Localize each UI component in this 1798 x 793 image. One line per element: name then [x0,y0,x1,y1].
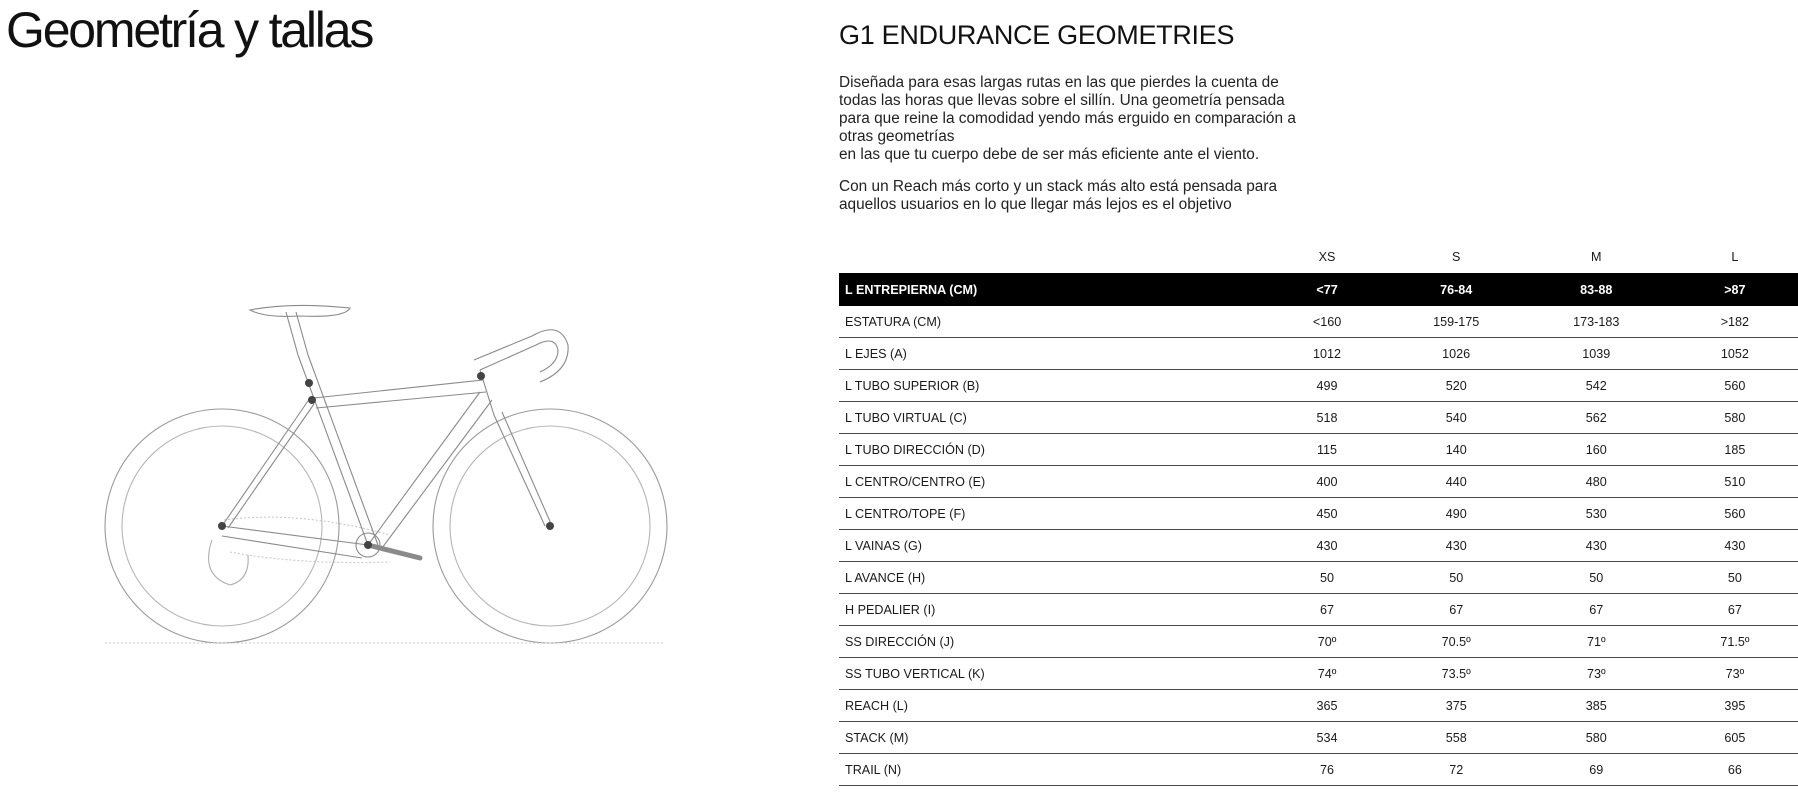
table-row [839,498,1798,530]
row-value: 520 [1445,378,1467,393]
row-value: 140 [1445,442,1467,457]
table-row [839,273,1798,306]
description-line: Diseñada para esas largas rutas en las que pierdes la cuenta de [839,74,1279,91]
row-value: 480 [1585,474,1607,489]
row-value: 50 [1727,570,1742,585]
table-row [839,690,1798,722]
row-value: 72 [1449,762,1464,777]
table-row [839,658,1798,690]
description-line: Con un Reach más corto y un stack más alto está pensada para [839,178,1278,195]
size-header: L [1731,249,1739,264]
size-header: XS [1318,249,1336,264]
size-header-empty [839,240,1262,273]
row-value: 76 [1320,762,1335,777]
row-value: 450 [1316,506,1338,521]
row-value: 510 [1724,474,1746,489]
table-row [839,338,1798,370]
row-value: 50 [1449,570,1464,585]
row-value: 542 [1585,378,1607,393]
row-value: 71.5º [1720,634,1750,649]
row-value: 71º [1586,634,1606,649]
row-value: 560 [1724,506,1746,521]
row-label: L AVANCE (H) [845,570,926,585]
row-label: REACH (L) [845,698,908,713]
row-value: 490 [1445,506,1467,521]
row-value: 385 [1585,698,1607,713]
row-label: L ENTREPIERNA (CM) [845,282,978,297]
geometry-table-body [839,273,1798,786]
row-value: 518 [1316,410,1338,425]
row-value: 400 [1316,474,1338,489]
row-label: L TUBO VIRTUAL (C) [845,410,967,425]
row-value: 50 [1589,570,1604,585]
row-label: SS TUBO VERTICAL (K) [845,666,985,681]
row-value: 580 [1585,730,1607,745]
row-label: STACK (M) [845,730,909,745]
table-row [839,370,1798,402]
row-value: 66 [1727,762,1742,777]
row-value: <77 [1316,282,1338,297]
row-value: >87 [1724,282,1746,297]
row-value: 430 [1445,538,1467,553]
row-value: 375 [1445,698,1467,713]
row-value: 73º [1725,666,1745,681]
row-label: L TUBO SUPERIOR (B) [845,378,980,393]
row-value: 83-88 [1580,282,1613,297]
size-header: M [1591,249,1602,264]
row-value: 69 [1589,762,1604,777]
size-header: S [1451,249,1461,264]
row-value: 70º [1317,634,1337,649]
row-value: 560 [1724,378,1746,393]
row-value: 530 [1585,506,1607,521]
table-row [839,594,1798,626]
row-value: 365 [1316,698,1338,713]
row-value: 499 [1316,378,1338,393]
row-label: L CENTRO/CENTRO (E) [845,474,986,489]
row-value: >182 [1720,314,1750,329]
row-value: 395 [1724,698,1746,713]
row-value: 1012 [1313,346,1342,361]
row-value: 440 [1445,474,1467,489]
table-row [839,626,1798,658]
row-value: 73.5º [1441,666,1471,681]
row-value: 159-175 [1433,314,1480,329]
row-label: L EJES (A) [845,346,907,361]
row-value: 67 [1449,602,1464,617]
row-value: 1026 [1442,346,1471,361]
row-label: H PEDALIER (I) [845,602,936,617]
row-value: 50 [1320,570,1335,585]
table-row [839,402,1798,434]
description-line: otras geometrías [839,128,955,145]
description-line: aquellos usuarios en lo que llegar más lejos es el objetivo [839,196,1232,213]
row-value: 67 [1320,602,1335,617]
row-value: 173-183 [1573,314,1620,329]
row-value: 185 [1724,442,1746,457]
row-value: 67 [1589,602,1604,617]
row-label: L CENTRO/TOPE (F) [845,506,966,521]
model-title: G1 ENDURANCE GEOMETRIES [839,20,1235,50]
row-label: TRAIL (N) [845,762,902,777]
table-row [839,530,1798,562]
row-value: 534 [1316,730,1338,745]
row-value: 73º [1586,666,1606,681]
table-row [839,466,1798,498]
description-line: para que reine la comodidad yendo más erguido en comparación a [839,110,1296,127]
size-header-row [839,240,1798,273]
row-value: 558 [1445,730,1467,745]
row-label: SS DIRECCIÓN (J) [845,634,955,649]
description [839,74,1359,214]
row-label: L TUBO DIRECCIÓN (D) [845,442,985,457]
description-line: en las que tu cuerpo debe de ser más eficiente ante el viento. [839,146,1260,163]
row-value: 160 [1585,442,1607,457]
row-value: 430 [1316,538,1338,553]
row-value: 605 [1724,730,1746,745]
table-row [839,562,1798,594]
page-title: Geometría y tallas [6,2,373,58]
row-label: ESTATURA (CM) [845,314,942,329]
table-row [839,754,1798,786]
table-row [839,306,1798,338]
row-value: 430 [1585,538,1607,553]
row-value: 74º [1317,666,1337,681]
row-value: 580 [1724,410,1746,425]
row-value: 1052 [1720,346,1749,361]
row-value: 76-84 [1440,282,1473,297]
row-value: <160 [1312,314,1342,329]
row-label: L VAINAS (G) [845,538,922,553]
table-row [839,434,1798,466]
row-value: 70.5º [1441,634,1471,649]
row-value: 540 [1445,410,1467,425]
description-line: todas las horas que llevas sobre el sillín. Una geometría pensada [839,92,1285,109]
row-value: 67 [1727,602,1742,617]
row-value: 430 [1724,538,1746,553]
table-row [839,722,1798,754]
bike-illustration [100,300,670,645]
row-value: 115 [1316,442,1338,457]
row-value: 1039 [1582,346,1611,361]
row-value: 562 [1585,410,1607,425]
geometry-table [839,240,1798,786]
